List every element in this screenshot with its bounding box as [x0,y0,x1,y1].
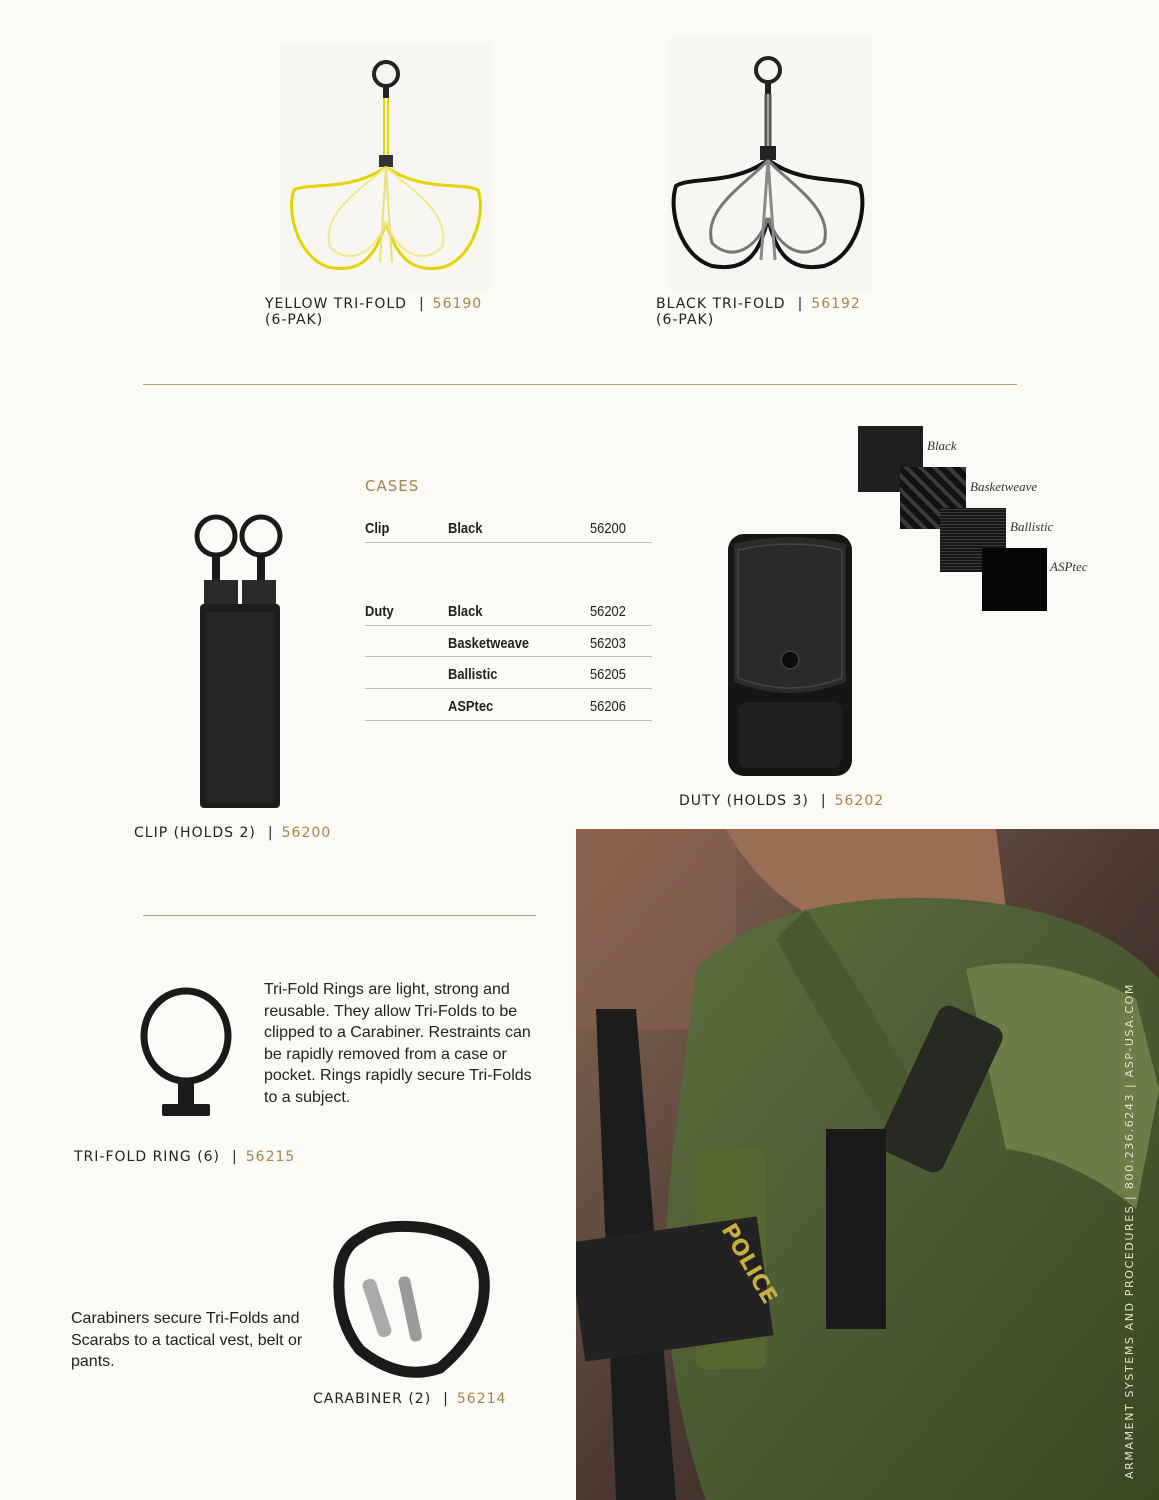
divider-middle [143,915,536,916]
swatch-label: Ballistic [1010,519,1054,534]
product-name: CARABINER (2) [313,1391,432,1407]
duty-case-image [724,532,856,778]
divider-top [143,384,1017,385]
carabiner-description: Carabiners secure Tri-Folds and Scarabs to a tactical vest, belt or pants. [71,1310,303,1370]
separator: | [418,296,425,312]
swatch-label: Basketweave [970,479,1038,494]
carabiner-image [330,1218,492,1378]
product-name: DUTY (HOLDS 3) [679,793,809,809]
product-name: CLIP (HOLDS 2) [134,825,256,841]
table-row-divider [365,625,652,626]
ring-caption [74,1149,295,1165]
table-cell-finish: ASPtec [448,698,494,715]
product-subtitle: (6-PAK) [265,312,324,328]
swatch-label: ASPtec [1050,559,1088,574]
sidebar-vertical-text [1123,839,1136,1479]
yellow-trifold-caption [265,296,482,328]
separator: | [267,825,274,841]
product-name: YELLOW TRI-FOLD [265,296,407,312]
carabiner-caption [313,1391,506,1407]
table-cell-finish: Basketweave [448,635,530,652]
clip-case-image [186,508,292,810]
table-row-divider [365,542,652,543]
company-name: ARMAMENT SYSTEMS AND PROCEDURES [1123,1204,1136,1479]
cases-title: CASES [365,477,420,495]
product-subtitle: (6-PAK) [656,312,715,328]
duty-caption [679,793,884,809]
table-cell-type: Duty [365,603,394,620]
product-number: 56200 [281,825,332,841]
trifold-ring-image [136,986,236,1128]
separator: | [1123,1194,1136,1200]
separator: | [820,793,827,809]
product-number: 56190 [432,296,483,312]
table-row-divider [365,688,652,689]
table-cell-number: 56202 [590,603,626,620]
table-cell-number: 56200 [590,520,626,537]
table-row-divider [365,656,652,657]
product-number: 56192 [811,296,861,312]
table-row-divider [365,720,652,721]
product-number: 56202 [834,793,885,809]
separator: | [1123,1082,1136,1088]
separator: | [232,1149,238,1165]
black-trifold-caption [656,296,861,328]
table-cell-type: Clip [365,520,390,537]
tactical-officer-photo [576,829,1159,1500]
clip-caption [134,825,331,841]
table-cell-number: 56205 [590,666,626,683]
product-number: 56215 [245,1149,296,1165]
website: ASP-USA.COM [1123,983,1136,1078]
swatch-label: Black [927,438,957,453]
separator: | [443,1391,449,1407]
yellow-trifold-image [280,42,492,290]
table-cell-finish: Black [448,520,483,537]
black-trifold-image [668,38,873,290]
product-name: TRI-FOLD RING (6) [74,1149,221,1165]
police-badge-text: POLICE [715,1219,782,1309]
separator: | [797,296,804,312]
table-cell-finish: Ballistic [448,666,498,683]
product-number: 56214 [456,1391,507,1407]
swatch-asptec [982,548,1047,611]
table-cell-number: 56206 [590,698,626,715]
table-cell-number: 56203 [590,635,626,652]
table-cell-finish: Black [448,603,483,620]
product-name: BLACK TRI-FOLD [656,296,786,312]
phone-number: 800.236.6243 [1123,1092,1136,1190]
ring-description: Tri-Fold Rings are light, strong and reusable. They allow Tri-Folds to be clipped to a Carabiner. Restraints can be rapidly removed from a case or pocket. Rings rapidly secure Tri-Folds to a subject. [264,981,532,1106]
